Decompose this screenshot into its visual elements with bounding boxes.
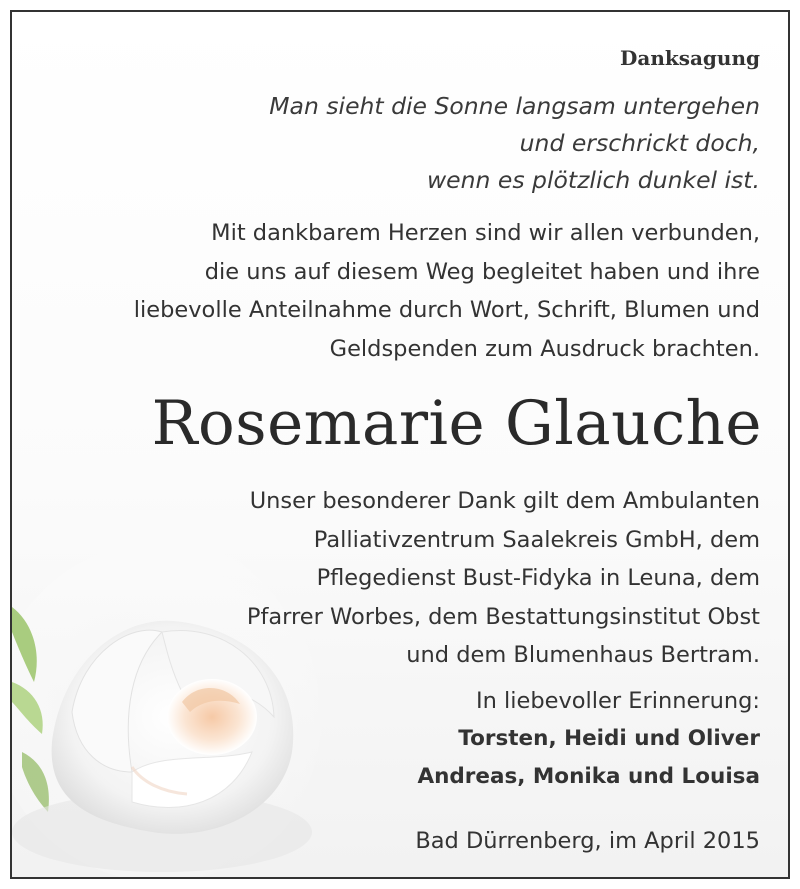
family-names-line: Torsten, Heidi und Oliver [458,726,760,751]
thanks-line: Mit dankbarem Herzen sind wir allen verbunden, [211,220,760,246]
thanks-paragraph [134,214,760,368]
deceased-name: Rosemarie Glauche [151,388,762,459]
poem-line: wenn es plötzlich dunkel ist. [426,166,760,194]
thanks-line: die uns auf diesem Weg begleitet haben und ihre [204,258,760,285]
poem-line: Man sieht die Sonne langsam untergehen [269,92,760,120]
place-date: Bad Dürrenberg, im April 2015 [415,828,760,854]
memory-block [417,682,760,796]
thanks-line: liebevolle Anteilnahme durch Wort, Schrift, Blumen und [133,297,760,323]
memory-intro: In liebevoller Erinnerung: [475,688,760,714]
special-thanks-line: und dem Blumenhaus Bertram. [406,642,760,668]
special-thanks-line: Pfarrer Worbes, dem Bestattungsinstitut Obst [246,603,760,630]
obituary-card [10,10,790,879]
poem [269,88,760,199]
heading-danksagung: Danksagung [620,46,760,70]
poem-line: und erschrickt doch, [519,129,760,157]
special-thanks-line: Unser besonderer Dank gilt dem Ambulanten [249,488,760,514]
special-thanks-line: Palliativzentrum Saalekreis GmbH, dem [313,526,760,553]
special-thanks-paragraph [247,482,760,675]
family-names-line: Andreas, Monika und Louisa [417,764,760,789]
special-thanks-line: Pflegedienst Bust-Fidyka in Leuna, dem [316,565,760,591]
thanks-line: Geldspenden zum Ausdruck brachten. [329,335,760,362]
